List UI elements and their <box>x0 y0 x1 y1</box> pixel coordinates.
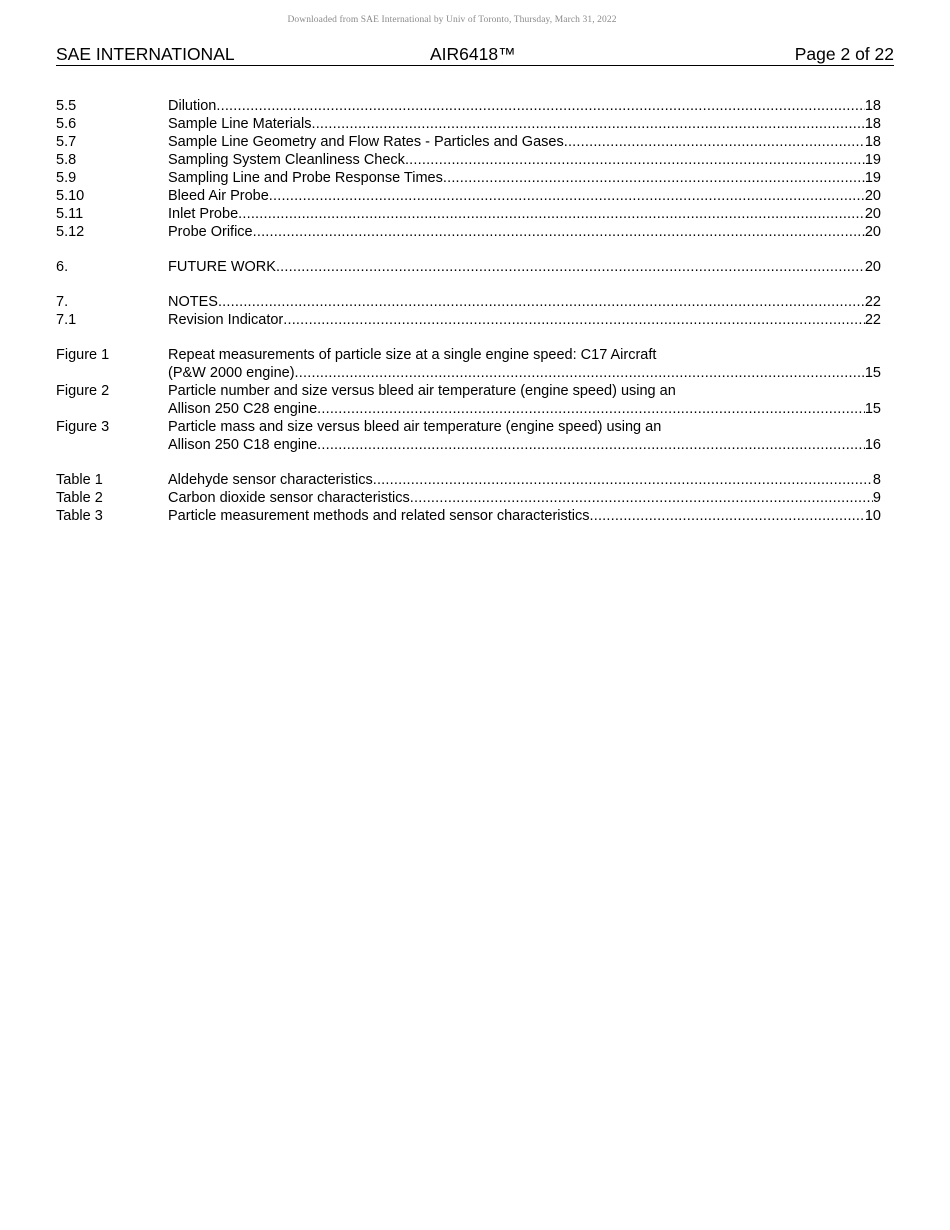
toc-group-tables <box>56 471 881 525</box>
toc-entry-number: 5.12 <box>56 224 85 240</box>
toc-entry-title: Probe Orifice <box>168 224 253 240</box>
dot-leader <box>590 507 865 525</box>
toc-entry-title: Carbon dioxide sensor characteristics <box>168 490 410 506</box>
toc-entry-page: 20 <box>864 259 881 275</box>
toc-entry-title: Particle mass and size versus bleed air temperature (engine speed) using an <box>168 419 662 435</box>
toc-entry-title: Sample Line Materials <box>168 116 312 132</box>
toc-entry-number: 5.10 <box>56 188 85 204</box>
dot-leader <box>443 169 865 187</box>
toc-entry-title: Sample Line Geometry and Flow Rates - Particles and Gases <box>168 134 564 150</box>
toc-entry-title-continued: Allison 250 C28 engine <box>168 401 318 417</box>
toc-entry-number: Figure 3 <box>56 419 110 435</box>
toc-entry-page: 20 <box>864 224 881 240</box>
toc-table-entry[interactable] <box>56 471 881 489</box>
toc-table-entry[interactable] <box>56 507 881 525</box>
toc-entry-page: 20 <box>864 188 881 204</box>
dot-leader <box>317 400 865 418</box>
toc-entry-number: 6. <box>56 259 69 275</box>
toc-entry-number: Table 3 <box>56 508 103 524</box>
toc-figure-entry[interactable] <box>56 418 881 454</box>
toc-figure-entry[interactable] <box>56 346 881 382</box>
toc-entry-title: Aldehyde sensor characteristics <box>168 472 373 488</box>
toc-entry-title: Particle measurement methods and related sensor characteristics <box>168 508 590 524</box>
toc-entry-number: 5.5 <box>56 98 77 114</box>
toc-entry-page: 16 <box>864 437 881 453</box>
dot-leader <box>564 133 865 151</box>
dot-leader <box>295 364 865 382</box>
toc-entry-page: 15 <box>864 365 881 381</box>
toc-entry-title: Dilution <box>168 98 217 114</box>
toc-entry-page: 15 <box>864 401 881 417</box>
header-page-number: Page 2 of 22 <box>794 44 894 64</box>
toc-entry-title: FUTURE WORK <box>168 259 276 275</box>
toc-entry[interactable] <box>56 115 881 133</box>
toc-entry[interactable] <box>56 97 881 115</box>
toc-entry-number: 5.7 <box>56 134 77 150</box>
toc-entry-number: 7. <box>56 294 69 310</box>
toc-entry[interactable] <box>56 258 881 276</box>
toc-entry-page: 18 <box>864 134 881 150</box>
toc-entry[interactable] <box>56 205 881 223</box>
download-watermark: Downloaded from SAE International by Univ of Toronto, Thursday, March 31, 2022 <box>287 15 617 25</box>
toc-entry[interactable] <box>56 311 881 329</box>
toc-entry-title-continued: (P&W 2000 engine) <box>168 365 295 381</box>
toc-table-entry[interactable] <box>56 489 881 507</box>
header-document-id: AIR6418™ <box>430 44 516 64</box>
toc-entry-page: 18 <box>864 116 881 132</box>
dot-leader <box>283 311 865 329</box>
toc-group-section-7 <box>56 293 881 329</box>
toc-entry-page: 10 <box>864 508 881 524</box>
toc-entry[interactable] <box>56 293 881 311</box>
dot-leader <box>216 97 865 115</box>
dot-leader <box>253 223 865 241</box>
toc-entry[interactable] <box>56 169 881 187</box>
toc-entry-page: 22 <box>864 294 881 310</box>
toc-entry-title: Bleed Air Probe <box>168 188 269 204</box>
toc-entry-number: Figure 1 <box>56 347 110 363</box>
toc-entry-title: Inlet Probe <box>168 206 239 222</box>
dot-leader <box>405 151 865 169</box>
toc-entry-title: Sampling Line and Probe Response Times <box>168 170 443 186</box>
toc-entry-page: 19 <box>864 152 881 168</box>
table-of-contents <box>56 97 881 542</box>
toc-entry-page: 9 <box>872 490 881 506</box>
header-organization: SAE INTERNATIONAL <box>56 44 235 64</box>
toc-entry-number: Figure 2 <box>56 383 110 399</box>
toc-entry-page: 22 <box>864 312 881 328</box>
toc-entry-title: Particle number and size versus bleed air temperature (engine speed) using an <box>168 383 676 399</box>
toc-entry[interactable] <box>56 187 881 205</box>
toc-group-figures <box>56 346 881 454</box>
toc-entry-title: NOTES <box>168 294 218 310</box>
dot-leader <box>317 436 865 454</box>
toc-entry-page: 18 <box>864 98 881 114</box>
dot-leader <box>269 187 865 205</box>
toc-figure-entry[interactable] <box>56 382 881 418</box>
toc-entry-number: 7.1 <box>56 312 77 328</box>
toc-entry-number: Table 1 <box>56 472 103 488</box>
toc-entry-page: 19 <box>864 170 881 186</box>
dot-leader <box>276 258 865 276</box>
dot-leader <box>373 471 873 489</box>
dot-leader <box>238 205 865 223</box>
toc-entry-title: Sampling System Cleanliness Check <box>168 152 405 168</box>
toc-entry-number: 5.11 <box>56 206 84 222</box>
toc-entry-title: Revision Indicator <box>168 312 284 328</box>
dot-leader <box>410 489 873 507</box>
toc-entry-number: Table 2 <box>56 490 103 506</box>
toc-entry-page: 8 <box>872 472 881 488</box>
toc-entry-page: 20 <box>864 206 881 222</box>
toc-entry-number: 5.8 <box>56 152 77 168</box>
toc-entry-number: 5.9 <box>56 170 77 186</box>
dot-leader <box>218 293 865 311</box>
page-header <box>56 43 894 66</box>
toc-entry-title-continued: Allison 250 C18 engine <box>168 437 318 453</box>
toc-group-section-6 <box>56 258 881 276</box>
toc-group-section-5 <box>56 97 881 241</box>
toc-entry-title: Repeat measurements of particle size at a single engine speed: C17 Aircraft <box>168 347 657 363</box>
toc-entry-number: 5.6 <box>56 116 77 132</box>
dot-leader <box>311 115 864 133</box>
toc-entry[interactable] <box>56 223 881 241</box>
toc-entry[interactable] <box>56 133 881 151</box>
toc-entry[interactable] <box>56 151 881 169</box>
